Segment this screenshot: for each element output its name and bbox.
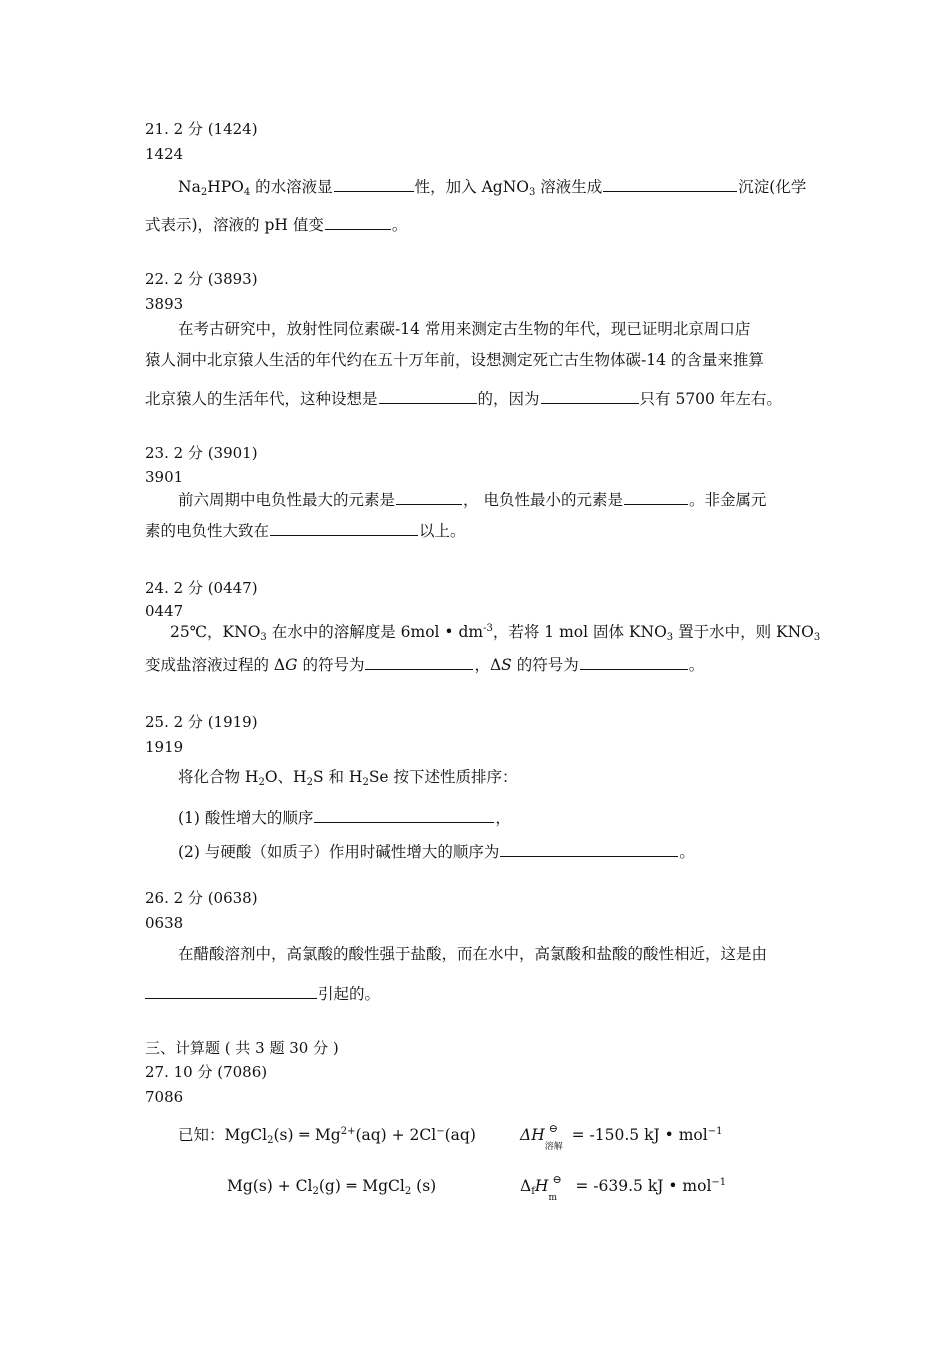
q27-code: 7086 bbox=[145, 1088, 184, 1106]
q22-line2: 猿人洞中北京猿人生活的年代约在五十万年前，设想测定死亡古生物体碳-14 的含量来推算 bbox=[145, 351, 764, 369]
q25-code: 1919 bbox=[145, 738, 184, 756]
answer-blank[interactable] bbox=[580, 652, 688, 670]
standard-state-symbol: ⊖ bbox=[552, 1173, 562, 1186]
q24-code: 0447 bbox=[145, 602, 184, 620]
q27-enthalpy-formation: $\Delta_fH$ ⊖ m = -639.5 kJ • mol$^{-1}$ bbox=[520, 1175, 726, 1197]
answer-blank[interactable] bbox=[624, 487, 688, 505]
q23-line2: 素的电负性大致在 以上。 bbox=[145, 518, 466, 542]
answer-blank[interactable] bbox=[365, 652, 473, 670]
q26-header: 26. 2 分 (0638) bbox=[145, 889, 258, 907]
q27-enthalpy-dissolution: ΔH ⊖ 溶解 = -150.5 kJ • mol$^{-1}$ bbox=[520, 1124, 722, 1146]
q24-line2: 变成盐溶液过程的 ΔG 的符号为 ，ΔS 的符号为 。 bbox=[145, 652, 704, 676]
answer-blank[interactable] bbox=[396, 487, 462, 505]
q21-line2: 式表示)，溶液的 pH 值变 。 bbox=[145, 212, 407, 236]
answer-blank[interactable] bbox=[541, 386, 639, 404]
q27-equation-2: $Mg(s) + Cl_2(g)$ ═ MgCl$_2$ (s) bbox=[227, 1177, 437, 1197]
answer-blank[interactable] bbox=[145, 981, 317, 999]
answer-blank[interactable] bbox=[314, 805, 494, 823]
q22-header: 22. 2 分 (3893) bbox=[145, 270, 258, 288]
q24-header: 24. 2 分 (0447) bbox=[145, 579, 258, 597]
q21-code: 1424 bbox=[145, 145, 184, 163]
q25-line1: 将化合物 $H_2O$、$H_2S$ 和 $H_2Se$ 按下述性质排序： bbox=[178, 768, 518, 788]
answer-blank[interactable] bbox=[325, 212, 391, 230]
q23-code: 3901 bbox=[145, 468, 184, 486]
answer-blank[interactable] bbox=[500, 839, 678, 857]
q22-line1: 在考古研究中，放射性同位素碳-14 常用来测定古生物的年代，现已证明北京周口店 bbox=[178, 320, 751, 338]
answer-blank[interactable] bbox=[334, 174, 414, 192]
q23-line1: 前六周期中电负性最大的元素是 ， 电负性最小的元素是 。非金属元 bbox=[178, 487, 766, 511]
section-title: 三、计算题 ( 共 3 题 30 分 ) bbox=[145, 1039, 339, 1057]
q24-line1: 25℃，$KNO_3$ 在水中的溶解度是 6mol • $dm^{-3}$，若将 1 mol 固体 $KNO_3$ 置于水中，则 $KNO_3$ bbox=[170, 623, 821, 643]
q22-code: 3893 bbox=[145, 295, 184, 313]
q21-line1: $Na_2HPO_4$ 的水溶液显 性，加入 AgNO$_3$ 溶液生成 沉淀(化学 bbox=[178, 174, 806, 198]
answer-blank[interactable] bbox=[379, 386, 477, 404]
q21-header: 21. 2 分 (1424) bbox=[145, 120, 258, 138]
q26-line2: 引起的。 bbox=[145, 981, 380, 1005]
q25-line2: (1) 酸性增大的顺序 ， bbox=[178, 805, 511, 829]
q22-line3: 北京猿人的生活年代，这种设想是 的，因为 只有 5700 年左右。 bbox=[145, 386, 782, 410]
standard-state-symbol: ⊖ bbox=[548, 1122, 558, 1135]
q26-code: 0638 bbox=[145, 914, 184, 932]
q26-line1: 在醋酸溶剂中，高氯酸的酸性强于盐酸，而在水中，高氯酸和盐酸的酸性相近，这是由 bbox=[178, 945, 768, 963]
q27-header: 27. 10 分 (7086) bbox=[145, 1063, 268, 1081]
q23-header: 23. 2 分 (3901) bbox=[145, 444, 258, 462]
q25-header: 25. 2 分 (1919) bbox=[145, 713, 258, 731]
answer-blank[interactable] bbox=[270, 518, 418, 536]
answer-blank[interactable] bbox=[603, 174, 737, 192]
q27-equation-1: 已知：MgCl$_2$(s) ═ $Mg^{2+}(aq) + 2Cl^-(aq)$ bbox=[178, 1126, 476, 1146]
q25-line3: (2) 与硬酸（如质子）作用时碱性增大的顺序为 。 bbox=[178, 839, 695, 863]
